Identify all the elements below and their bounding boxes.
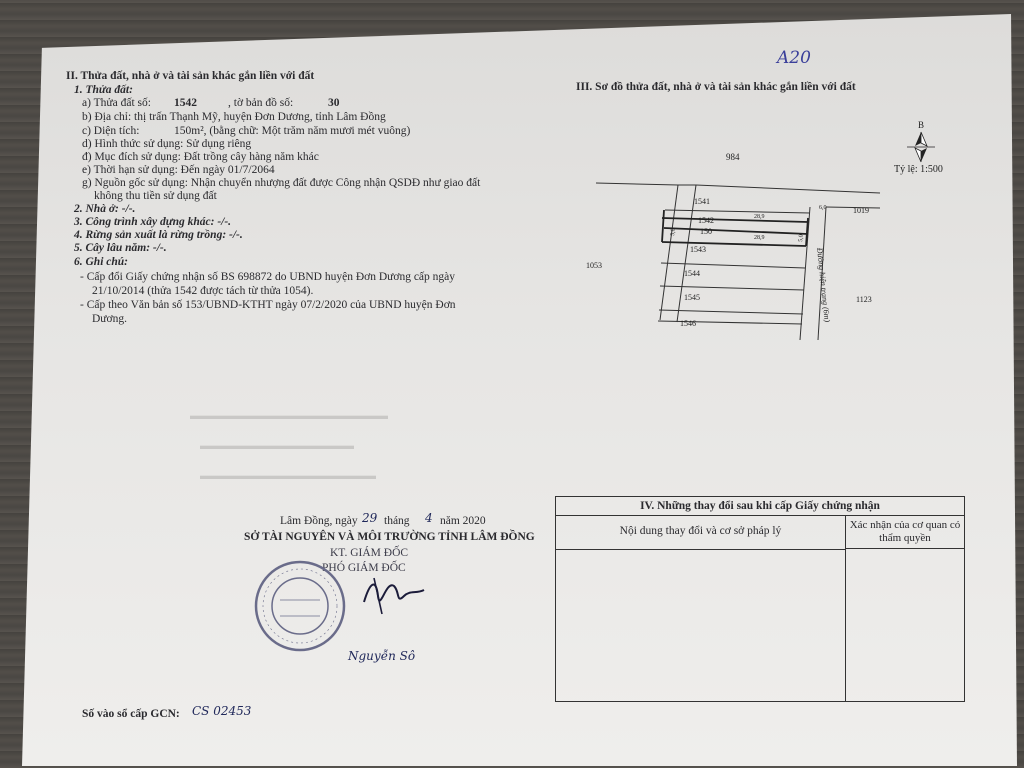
north-arrow-icon [907, 132, 935, 162]
signing-month: 4 [425, 511, 433, 525]
notes-heading: 6. Ghi chú: [74, 256, 128, 268]
signer-name: Nguyễn Sô [348, 649, 416, 663]
parcel-area-150: 150 [700, 227, 712, 236]
signer-position: PHÓ GIÁM ĐỐC [322, 562, 406, 574]
changes-confirmation-header: Xác nhận của cơ quan có thẩm quyền [846, 516, 964, 549]
usage-origin-cont: không thu tiền sử dụng đất [94, 190, 217, 202]
forest-item: 4. Rừng sản xuất là rừng trồng: -/-. [74, 229, 243, 241]
signing-day: 29 [362, 511, 378, 525]
parcel-number: 1542 [174, 97, 197, 109]
note-1-line-1: - Cấp đổi Giấy chứng nhận số BS 698872 do UBND huyện Đơn Dương cấp ngày [80, 271, 456, 283]
registry-number-label: Số vào sổ cấp GCN: [82, 708, 180, 720]
map-sheet-label: , tờ bản đồ số: [228, 97, 294, 109]
registry-number: CS 02453 [192, 704, 252, 718]
land-parcel-heading: 1. Thửa đất: [74, 84, 133, 96]
parcel-1541: 1541 [694, 197, 710, 206]
area-value: 150m², (bằng chữ: Một trăm năm mươi mét vuông) [174, 125, 411, 137]
parcel-1545: 1545 [684, 293, 700, 302]
usage-origin: g) Nguồn gốc sử dụng: Nhận chuyển nhượng đất được Công nhận QSDĐ như giao đất [82, 177, 481, 189]
dim-bottom: 28,9 [754, 235, 765, 241]
parcel-1546: 1546 [680, 319, 696, 328]
usage-term: e) Thời hạn sử dụng: Đến ngày 01/7/2064 [82, 164, 275, 176]
ghost-line: ▬▬▬▬▬▬▬▬▬▬▬▬▬▬ [200, 440, 354, 452]
changes-table [555, 496, 965, 702]
note-1-line-2: 21/10/2014 (thửa 1542 được tách từ thửa 1054). [92, 285, 314, 297]
parcel-984: 984 [726, 152, 740, 162]
area-label: c) Diện tích: [82, 125, 140, 137]
official-seal-icon [254, 560, 346, 652]
signer-authority: KT. GIÁM ĐỐC [330, 547, 409, 559]
note-2-line-1: - Cấp theo Văn bản số 153/UBND-KTHT ngày 07/2/2020 của UBND huyện Đơn [80, 299, 456, 311]
signing-month-label: tháng [384, 515, 410, 527]
house-item: 2. Nhà ở: -/-. [74, 203, 136, 215]
parcel-1544: 1544 [684, 269, 700, 278]
usage-purpose: đ) Mục đích sử dụng: Đất trồng cây hàng năm khác [82, 151, 319, 163]
signing-place: Lâm Đồng, ngày [280, 515, 358, 527]
changes-content-header: Nội dung thay đổi và cơ sở pháp lý [556, 516, 846, 550]
signature-icon [360, 572, 440, 616]
address: b) Địa chỉ: thị trấn Thạnh Mỹ, huyện Đơn Dương, tỉnh Lâm Đồng [82, 111, 386, 123]
parcel-1543: 1543 [690, 245, 706, 254]
map-scale: Tỷ lệ: 1:500 [894, 164, 943, 175]
section2-title: II. Thửa đất, nhà ở và tài sản khác gắn liền với đất [66, 70, 315, 82]
signing-year: năm 2020 [440, 515, 486, 527]
road-label: Đường hiện trạng (6m) [815, 247, 832, 323]
other-works-item: 3. Công trình xây dựng khác: -/-. [74, 216, 232, 228]
dim-top: 28,9 [754, 214, 765, 220]
parcel-number-label: a) Thửa đất số: [82, 97, 151, 109]
north-label: B [918, 120, 925, 130]
usage-form: d) Hình thức sử dụng: Sử dụng riêng [82, 138, 252, 150]
parcel-1542: 1542 [698, 216, 714, 225]
dim-left: 5,0 [670, 228, 677, 237]
dim-right: 5,0 [798, 234, 805, 243]
section3-title: III. Sơ đồ thửa đất, nhà ở và tài sản khác gắn liền với đất [576, 81, 856, 93]
ghost-line: ▬▬▬▬▬▬▬▬▬▬▬▬▬▬▬▬ [200, 470, 376, 482]
issuing-agency: SỞ TÀI NGUYÊN VÀ MÔI TRƯỜNG TỈNH LÂM ĐỒNG [244, 531, 535, 543]
dim-road: 6,0 [819, 205, 827, 211]
ghost-line: ▬▬▬▬▬▬▬▬▬▬▬▬▬▬▬▬▬▬ [190, 410, 388, 422]
parcel-map [560, 110, 1000, 350]
parcel-1019: 1019 [853, 206, 869, 215]
page-mark: A20 [777, 48, 811, 68]
map-sheet-number: 30 [328, 97, 340, 109]
perennial-item: 5. Cây lâu năm: -/-. [74, 242, 167, 254]
column-divider [845, 549, 846, 701]
parcel-1123: 1123 [856, 295, 872, 304]
changes-table-title: IV. Những thay đổi sau khi cấp Giấy chứng nhận [556, 497, 964, 516]
parcel-1053: 1053 [586, 261, 602, 270]
note-2-line-2: Dương. [92, 313, 127, 325]
